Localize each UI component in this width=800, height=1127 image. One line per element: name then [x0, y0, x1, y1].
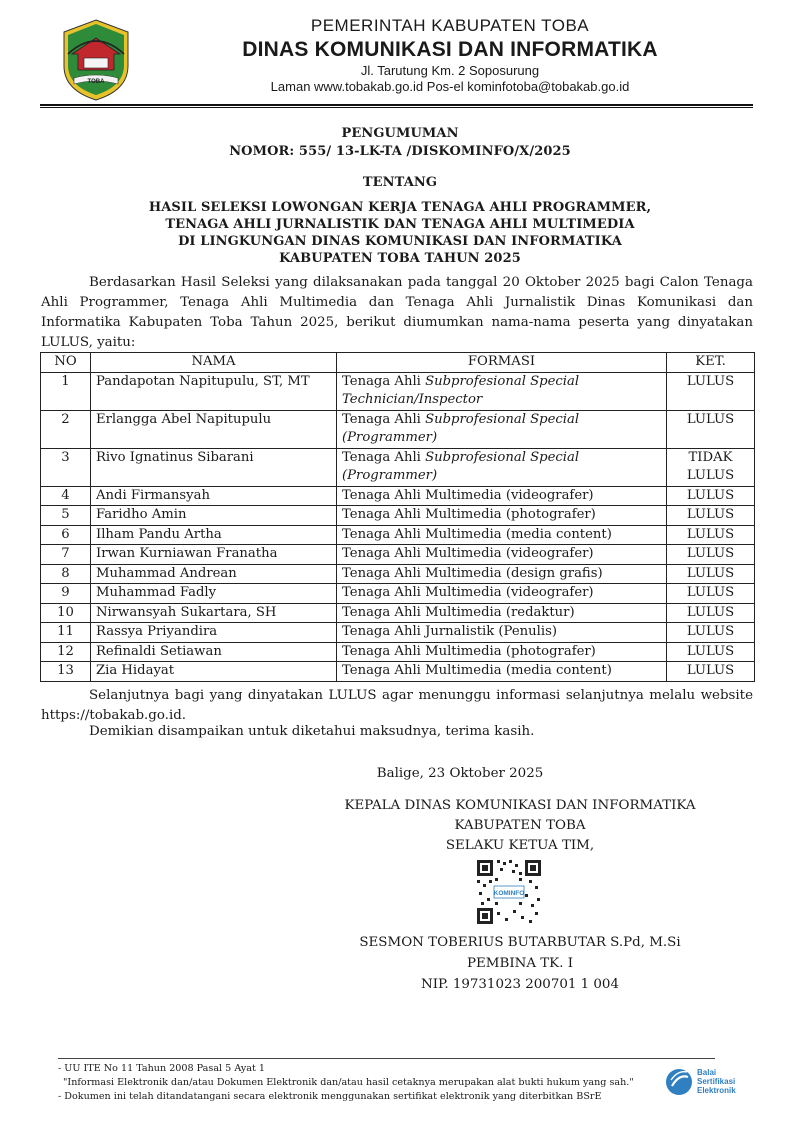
signer-rank: PEMBINA TK. I [466, 956, 573, 971]
header-nama: NAMA [91, 353, 337, 373]
toba-regency-logo [58, 18, 134, 102]
signer-position-2: KABUPATEN TOBA [454, 818, 586, 833]
table-row [41, 525, 755, 545]
closing-next: Selanjutnya bagi yang dinyatakan LULUS agar menunggu informasi selanjutnya melalu website https://tobakab.go.id. [41, 688, 753, 723]
cell-ket: LULUS [667, 506, 755, 526]
formasi-prefix: Tenaga Ahli Multimedia (media content) [342, 663, 612, 678]
bsre-logo [663, 1062, 763, 1102]
logo-text: TOBA [87, 79, 105, 85]
letterhead-rule [40, 104, 753, 108]
cell-no: 2 [41, 410, 91, 448]
cell-ket: LULUS [667, 564, 755, 584]
formasi-prefix: Tenaga Ahli Multimedia (photografer) [342, 507, 596, 522]
cell-no: 3 [41, 448, 91, 486]
cell-formasi [337, 372, 667, 410]
cell-formasi [337, 410, 667, 448]
cell-formasi [337, 584, 667, 604]
cell-nama: Zia Hidayat [91, 662, 337, 682]
formasi-prefix: Tenaga Ahli Multimedia (videografer) [342, 487, 594, 503]
government-name: PEMERINTAH KABUPATEN TOBA [310, 16, 590, 35]
cell-no: 12 [41, 642, 91, 662]
table-row [41, 603, 755, 623]
footer-esign-note: - Dokumen ini telah ditandatangani secara elektronik menggunakan sertifikat elektronik yang diterbitkan BSrE [58, 1091, 602, 1102]
cell-ket: LULUS [667, 525, 755, 545]
footer-rule [58, 1058, 715, 1059]
cell-no: 7 [41, 545, 91, 565]
cell-ket: LULUS [667, 372, 755, 410]
cell-nama: Nirwansyah Sukartara, SH [91, 603, 337, 623]
table-row [41, 623, 755, 643]
cell-no: 10 [41, 603, 91, 623]
signer-nip: NIP. 19731023 200701 1 004 [421, 977, 619, 992]
table-row [41, 642, 755, 662]
cell-formasi [337, 603, 667, 623]
doc-about: TENTANG [362, 175, 438, 190]
header-formasi: FORMASI [337, 353, 667, 373]
office-address: Jl. Tarutung Km. 2 Soposurung [360, 63, 540, 78]
formasi-prefix: Tenaga Ahli Multimedia (videografer) [342, 585, 594, 600]
signer-position-3: SELAKU KETUA TIM, [445, 838, 595, 853]
cell-nama: Irwan Kurniawan Franatha [91, 545, 337, 565]
formasi-prefix: Tenaga Ahli Multimedia (media content) [342, 526, 612, 542]
cell-ket: LULUS [667, 623, 755, 643]
table-row [41, 564, 755, 584]
table-row [41, 545, 755, 565]
signer-name: SESMON TOBERIUS BUTARBUTAR S.Pd, M.Si [359, 935, 681, 950]
formasi-prefix: Tenaga Ahli [342, 411, 426, 427]
table-row [41, 448, 755, 486]
footer-quote: "Informasi Elektronik dan/atau Dokumen Elektronik dan/atau hasil cetaknya merupakan alat bukti hukum yang sah." [63, 1077, 634, 1088]
cell-no: 9 [41, 584, 91, 604]
qr-code-signature [475, 858, 543, 926]
cell-ket: LULUS [667, 545, 755, 565]
cell-no: 6 [41, 525, 91, 545]
cell-formasi [337, 545, 667, 565]
cell-no: 13 [41, 662, 91, 682]
cell-nama: Erlangga Abel Napitupulu [91, 410, 337, 448]
table-row [41, 506, 755, 526]
cell-nama: Ilham Pandu Artha [91, 525, 337, 545]
doc-subject-line-3: DI LINGKUNGAN DINAS KOMUNIKASI DAN INFORMATIKA [178, 234, 622, 249]
cell-no: 5 [41, 506, 91, 526]
footer-law: - UU ITE No 11 Tahun 2008 Pasal 5 Ayat 1 [58, 1063, 266, 1074]
place-date: Balige, 23 Oktober 2025 [376, 766, 544, 781]
qr-label: KOMINFO [493, 890, 525, 897]
formasi-prefix: Tenaga Ahli [342, 373, 426, 389]
header-no: NO [41, 353, 91, 373]
header-ket: KET. [667, 353, 755, 373]
intro-paragraph: Berdasarkan Hasil Seleksi yang dilaksanakan pada tanggal 20 Oktober 2025 bagi Calon Tenaga Ahli Programmer, Tenaga Ahli Multimedia dan Tenaga Ahli Jurnalistik Dinas Komunikasi dan Informatika Kabupaten Toba Tahun 2025, berikut diumumkan nama-nama peserta yang dinyatakan LULUS, yaitu: [41, 275, 753, 350]
results-table [40, 352, 755, 682]
cell-nama: Faridho Amin [91, 506, 337, 526]
office-name: DINAS KOMUNIKASI DAN INFORMATIKA [242, 38, 658, 61]
formasi-italic: Subprofesional Special Technician/Inspector [342, 373, 580, 407]
cell-ket: LULUS [667, 603, 755, 623]
cell-ket: LULUS [667, 584, 755, 604]
cell-nama: Refinaldi Setiawan [91, 642, 337, 662]
signer-position-1: KEPALA DINAS KOMUNIKASI DAN INFORMATIKA [344, 798, 696, 813]
cell-nama: Rassya Priyandira [91, 623, 337, 643]
cell-formasi [337, 506, 667, 526]
doc-subject-line-2: TENAGA AHLI JURNALISTIK DAN TENAGA AHLI MULTIMEDIA [165, 217, 635, 232]
cell-nama: Pandapotan Napitupulu, ST, MT [91, 372, 337, 410]
formasi-prefix: Tenaga Ahli Jurnalistik (Penulis) [342, 624, 557, 639]
cell-no: 8 [41, 564, 91, 584]
doc-subject-line-4: KABUPATEN TOBA TAHUN 2025 [279, 251, 521, 266]
doc-type: PENGUMUMAN [341, 126, 459, 141]
table-body [41, 372, 755, 681]
table-row [41, 486, 755, 506]
cell-ket: LULUS [667, 642, 755, 662]
cell-formasi [337, 486, 667, 506]
cell-ket: LULUS [667, 486, 755, 506]
cell-nama: Muhammad Andrean [91, 564, 337, 584]
formasi-prefix: Tenaga Ahli Multimedia (photografer) [342, 643, 596, 659]
cell-no: 11 [41, 623, 91, 643]
formasi-prefix: Tenaga Ahli [342, 449, 426, 465]
cell-ket: TIDAK LULUS [667, 448, 755, 486]
cell-formasi [337, 642, 667, 662]
cell-formasi [337, 448, 667, 486]
cell-nama: Andi Firmansyah [91, 486, 337, 506]
cell-formasi [337, 662, 667, 682]
cell-formasi [337, 525, 667, 545]
cell-no: 4 [41, 486, 91, 506]
formasi-italic: Subprofesional Special (Programmer) [342, 449, 580, 483]
closing-thanks: Demikian disampaikan untuk diketahui maksudnya, terima kasih. [89, 724, 535, 739]
cell-formasi [337, 564, 667, 584]
bsre-text-2: Sertifikasi [697, 1077, 736, 1086]
doc-subject-line-1: HASIL SELEKSI LOWONGAN KERJA TENAGA AHLI PROGRAMMER, [148, 200, 652, 215]
cell-no: 1 [41, 372, 91, 410]
cell-formasi [337, 623, 667, 643]
table-row [41, 584, 755, 604]
formasi-prefix: Tenaga Ahli Multimedia (design grafis) [342, 565, 603, 581]
table-header-row [41, 353, 755, 373]
cell-ket: LULUS [667, 410, 755, 448]
formasi-prefix: Tenaga Ahli Multimedia (videografer) [342, 546, 594, 561]
table-row [41, 410, 755, 448]
bsre-text-1: Balai [697, 1068, 717, 1077]
cell-nama: Rivo Ignatinus Sibarani [91, 448, 337, 486]
bsre-text-3: Elektronik [697, 1086, 736, 1095]
doc-number: NOMOR: 555/ 13-LK-TA /DISKOMINFO/X/2025 [229, 144, 571, 159]
office-contact: Laman www.tobakab.go.id Pos-el kominfotoba@tobakab.go.id [270, 79, 630, 94]
cell-nama: Muhammad Fadly [91, 584, 337, 604]
cell-ket: LULUS [667, 662, 755, 682]
formasi-prefix: Tenaga Ahli Multimedia (redaktur) [342, 604, 575, 620]
table-row [41, 372, 755, 410]
table-row [41, 662, 755, 682]
formasi-italic: Subprofesional Special (Programmer) [342, 411, 580, 445]
